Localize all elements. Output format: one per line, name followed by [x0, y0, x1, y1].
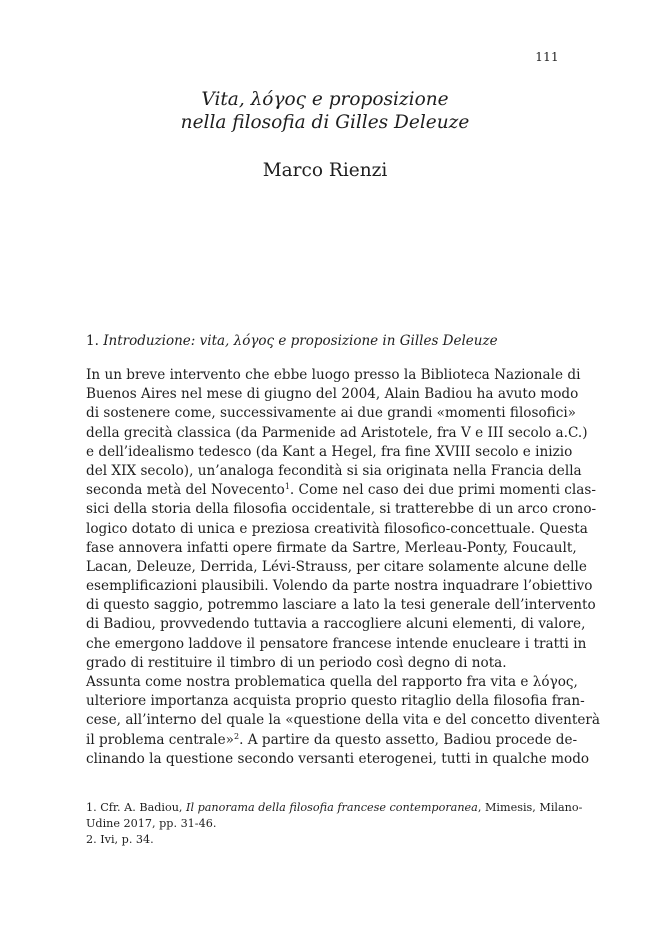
text-line: clinando la questione secondo versanti eterogenei, tutti in qualche modo [86, 750, 590, 767]
text-line: logico dotato di unica e preziosa creatività filosofico-concettuale. Questa [86, 520, 588, 537]
author-name: Marco Rienzi [262, 160, 388, 181]
section-heading [86, 333, 566, 349]
footnote-1-cont: Udine 2017, pp. 31-46. [86, 817, 217, 830]
text-line: Lacan, Deleuze, Derrida, Lévi-Strauss, per citare solamente alcune delle [86, 558, 587, 575]
text-line: della grecità classica (da Parmenide ad Aristotele, fra V e III secolo a.C.) [86, 424, 588, 441]
text-line: grado di restituire il timbro di un periodo così degno di nota. [86, 654, 507, 671]
body-text [86, 366, 601, 769]
text-line: del XIX secolo), un’analoga fecondità si sia originata nella Francia della [86, 462, 582, 479]
text-line: cese, all’interno del quale la «questione della vita e del concetto diventerà [86, 712, 601, 729]
footnotes [86, 800, 583, 848]
section-number: 1. [86, 333, 99, 349]
section-title: Introduzione: vita, λόγος e proposizione in Gilles Deleuze [103, 333, 498, 349]
text-fragment: . Come nel caso dei due primi momenti clas- [289, 482, 596, 499]
text-line: che emergono laddove il pensatore francese intende enucleare i tratti in [86, 635, 587, 652]
text-fragment: . A partire da questo assetto, Badiou procede de- [239, 731, 578, 748]
text-line: e dell’idealismo tedesco (da Kant a Hegel, fra fine XVIII secolo e inizio [86, 443, 573, 460]
text-fragment: seconda metà del Novecento [86, 482, 285, 499]
text-line: In un breve intervento che ebbe luogo presso la Biblioteca Nazionale di [86, 367, 581, 383]
text-line: esemplificazioni plausibili. Volendo da parte nostra inquadrare l’obiettivo [86, 578, 593, 595]
text-line [86, 731, 578, 750]
title-line-1: Vita, λόγος e proposizione [201, 89, 449, 110]
text-line: ulteriore importanza acquista proprio questo ritaglio della filosofia fran- [86, 693, 585, 710]
page-number: 111 [535, 50, 559, 64]
text-line: di sostenere come, successivamente ai due grandi «momenti filosofici» [86, 405, 576, 422]
title-line-2: nella filosofia di Gilles Deleuze [180, 112, 470, 133]
text-line: fase annovera infatti opere firmate da Sartre, Merleau-Ponty, Foucault, [86, 539, 577, 556]
text-line: di questo saggio, potremmo lasciare a lato la tesi generale dell’intervento [86, 597, 596, 614]
footnote-ref-1[interactable]: 1 [284, 482, 290, 492]
footnote-text: , Mimesis, Milano- [477, 801, 583, 814]
footnote-ref-2[interactable]: 2 [234, 731, 240, 741]
text-line [86, 481, 596, 500]
text-line: di Badiou, provvedendo tuttavia a raccogliere alcuni elementi, di valore, [86, 616, 586, 633]
footnote-book-title: Il panorama della filosofia francese contemporanea [186, 801, 478, 814]
text-fragment: il problema centrale» [86, 731, 234, 748]
footnote-1 [86, 800, 583, 816]
text-line: Assunta come nostra problematica quella del rapporto fra vita e λόγος, [86, 674, 578, 690]
footnote-text: 1. Cfr. A. Badiou, [86, 801, 187, 814]
text-line: Buenos Aires nel mese di giugno del 2004, Alain Badiou ha avuto modo [86, 386, 579, 403]
text-line: sici della storia della filosofia occidentale, si tratterebbe di un arco crono- [86, 501, 597, 518]
footnote-2: 2. Ivi, p. 34. [86, 833, 154, 846]
article-title [0, 88, 650, 134]
